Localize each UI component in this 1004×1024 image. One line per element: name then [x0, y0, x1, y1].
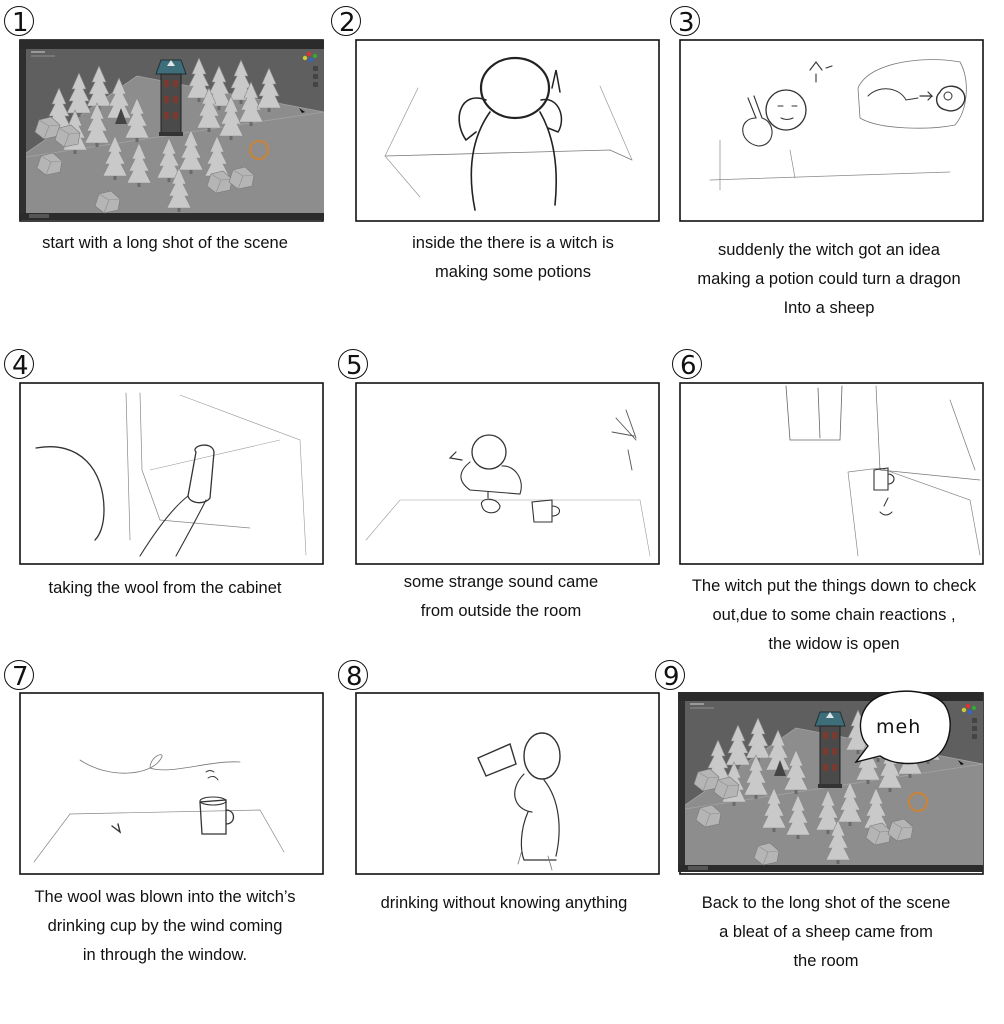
caption-line: The wool was blown into the witch’s: [34, 888, 296, 906]
caption-line: The witch put the things down to check: [691, 577, 977, 595]
caption-line: making some potions: [435, 263, 591, 281]
panel-4-sketch: [36, 393, 306, 556]
caption-line: the room: [793, 952, 859, 970]
caption-line: Into a sheep: [783, 299, 875, 317]
panel-3-sketch: [710, 60, 966, 190]
speech-bubble-text: meh: [876, 716, 922, 738]
panel-number-4: 4: [10, 353, 27, 379]
caption-line: drinking without knowing anything: [380, 894, 628, 912]
panel-3-caption: [664, 236, 994, 323]
panel-9-caption: [661, 889, 991, 976]
panel-2-caption: [348, 229, 678, 287]
panel-number-1: 1: [10, 10, 27, 36]
caption-line: inside the there is a witch is: [412, 234, 614, 252]
panel-6-sketch: [786, 386, 980, 556]
panel-number-7: 7: [10, 664, 27, 690]
caption-line: some strange sound came: [403, 573, 599, 591]
panel-4-caption: [0, 574, 330, 603]
caption-line: in through the window.: [82, 946, 248, 964]
panel-6-caption: [669, 572, 999, 659]
panel-7-caption: [0, 883, 330, 970]
caption-line: a bleat of a sheep came from: [719, 923, 933, 941]
panel-5-caption: [336, 568, 666, 626]
panel-1-render: [19, 40, 324, 220]
caption-line: Back to the long shot of the scene: [701, 894, 951, 912]
caption-line: from outside the room: [420, 602, 582, 620]
panel-number-9: 9: [661, 664, 678, 690]
panel-number-6: 6: [678, 353, 695, 379]
panel-number-8: 8: [344, 664, 361, 690]
caption-line: taking the wool from the cabinet: [48, 579, 282, 597]
caption-line: making a potion could turn a dragon: [697, 270, 961, 288]
panel-8-caption: [339, 889, 669, 918]
panel-number-5: 5: [344, 353, 361, 379]
caption-line: the widow is open: [768, 635, 900, 653]
panel-5-sketch: [366, 410, 650, 556]
caption-line: out,due to some chain reactions ,: [712, 606, 956, 624]
panel-8-sketch: [478, 733, 560, 870]
caption-line: drinking cup by the wind coming: [47, 917, 283, 935]
panel-1-caption: [0, 229, 330, 258]
panel-number-2: 2: [337, 10, 354, 36]
panel-2-sketch: [385, 58, 632, 210]
panel-number-3: 3: [676, 10, 693, 36]
caption-line: start with a long shot of the scene: [42, 234, 288, 252]
panel-7-sketch: [34, 755, 284, 862]
caption-line: suddenly the witch got an idea: [718, 241, 940, 259]
